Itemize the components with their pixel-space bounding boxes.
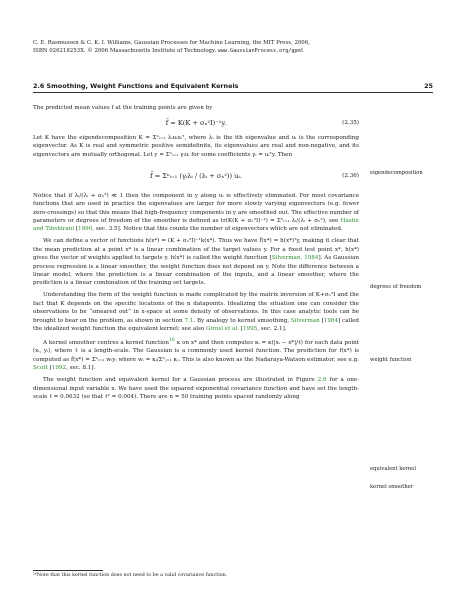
paragraph-1: The predicted mean values f at the training points are given by bbox=[33, 105, 213, 111]
section-ref-7-1[interactable]: 7.1 bbox=[184, 317, 194, 324]
citation-year[interactable]: 1984 bbox=[323, 317, 339, 324]
paragraph-6-text: , sec. 8.1]. bbox=[66, 365, 96, 372]
paragraph-6 bbox=[33, 337, 359, 372]
paragraph-7 bbox=[33, 376, 359, 401]
citation-scott[interactable]: Scott bbox=[33, 365, 48, 372]
margin-note-weight-function: weight function bbox=[370, 357, 412, 363]
paragraph-5-text: [ bbox=[319, 317, 324, 324]
copyright-isbn: ISBN 026218253X. © 2006 Massachusetts Institute of Technology. bbox=[33, 47, 218, 54]
citation-hastie-tibshirani[interactable]: Hastie and Tibshirani bbox=[33, 218, 359, 233]
copyright-line-2 bbox=[33, 48, 433, 56]
paragraph-6-text: A kernel smoother centres a kernel function bbox=[43, 339, 169, 346]
footnote-marker[interactable]: 16 bbox=[168, 338, 175, 344]
paragraph-6-text: κ on x* and then computes κᵢ = κ(|xᵢ − x*|/ℓ) for each data point (xᵢ, yᵢ), where ℓ is a length-scale. The Gaussian is a commonly used kernel function. The prediction for f(x*) is computed as f̂(x*) = Σⁿᵢ₌₁ wᵢyᵢ where wᵢ = κᵢ/Σⁿⱼ₌₁ κⱼ. This is also known as the Nadaraya-Watson estimator, see e.g. bbox=[33, 339, 359, 363]
paragraph-7-text: for a one-dimensional input variable x. We have used the squared exponential covariance function and have set the length-scale ℓ = 0.0632 (so that ℓ² = 0.004). There are n = 50 training points spaced randomly along bbox=[33, 377, 359, 400]
margin-note-eigendecomposition: eigendecomposition bbox=[370, 170, 423, 176]
paragraph-3-text: , sec. 3.5]. Notice that this counts the number of eigenvectors which are not eliminated. bbox=[92, 226, 343, 233]
equation-2-36-number: (2.36) bbox=[342, 172, 359, 179]
paragraph-4 bbox=[33, 237, 359, 287]
section-title: 2.6 Smoothing, Weight Functions and Equivalent Kernels bbox=[33, 82, 239, 90]
paragraph-3 bbox=[33, 192, 359, 234]
citation-girosi[interactable]: Girosi et al. bbox=[206, 326, 240, 333]
equation-2-35 bbox=[33, 116, 359, 131]
paragraph-3-text: Notice that if λᵢ/(λᵢ + σₙ²) ≪ 1 then the component in y along uᵢ is effectively eliminated. For most covariance functions that are used in practice the eigenvalues are larger for more slowly varying eigenvectors (e.g. fewer zero-crossings) so that this means that high-frequency components in y are smoothed out. The effective number of parameters or degrees of freedom of the smoother is defined as tr(K(K + σₙ²I)⁻¹) = Σⁿᵢ₌₁ λᵢ/(λᵢ + σₙ²), see bbox=[33, 192, 359, 225]
citation-year[interactable]: 1990 bbox=[78, 226, 93, 233]
figure-ref-2-6[interactable]: 2.6 bbox=[317, 377, 327, 384]
paragraph-4-text: ]. As Gaussian process regression is a linear smoother, the weight function does not depend on y. Note the difference between a linear model, where the prediction is a linear combination of the inputs, and a linear smoother, where the prediction is a linear combination of the training set targets. bbox=[33, 255, 360, 287]
margin-note-kernel-smoother: kernel smoother bbox=[370, 484, 414, 490]
equation-2-36-body: f̄ = Σⁿᵢ₌₁ (γᵢλᵢ / (λᵢ + σₙ²)) uᵢ. bbox=[150, 171, 242, 180]
paragraph-5 bbox=[33, 291, 359, 333]
margin-note-equivalent-kernel: equivalent kernel bbox=[370, 466, 416, 472]
main-text bbox=[33, 104, 359, 405]
paragraph-5-text: Understanding the form of the weight function is made complicated by the matrix inversion of K+σₙ²I and the fact that K depends on the specific locations of the n datapoints. Idealizing the situation one can consider the observations to be “smeared out” in x-space at some density of observations. In this case analytic tools can be brought to bear on the problem, as shown in section bbox=[33, 292, 359, 324]
copyright-url[interactable]: www.GaussianProcess.org/gpml bbox=[217, 47, 304, 54]
footnote-16: ¹⁶Note that this kernel function does not need to be a valid covariance function. bbox=[33, 573, 228, 578]
footnote-rule bbox=[33, 570, 103, 571]
paragraph-7-text: The weight function and equivalent kernel for a Gaussian process are illustrated in Figure bbox=[43, 377, 318, 384]
paragraph-5-text: , sec. 2.1]. bbox=[257, 326, 287, 333]
paragraph-5-text: . By analogy to kernel smoothing, bbox=[193, 317, 291, 324]
equation-2-36 bbox=[33, 163, 359, 189]
equation-2-35-body: f̄ = K(K + σₙ²I)⁻¹y. bbox=[165, 119, 227, 127]
paragraph-5-text: [ bbox=[239, 326, 243, 333]
paragraph-5-text: ] called the idealized weight function the equivalent kernel; see also bbox=[33, 317, 359, 333]
page-number: 25 bbox=[424, 82, 433, 90]
copyright-line-1: C. E. Rasmussen & C. K. I. Williams, Gaussian Processes for Machine Learning, the MIT Press, 2006, bbox=[33, 40, 310, 46]
equation-2-35-number: (2.35) bbox=[342, 120, 359, 126]
paragraph-3-text: [ bbox=[74, 226, 79, 233]
copyright-notice bbox=[33, 40, 433, 55]
paragraph-2: Let K have the eigendecomposition K = Σⁿᵢ₌₁ λᵢuᵢuᵢᵀ, where λᵢ is the ith eigenvalue and uᵢ is the corresponding eigenvector. As K is real and symmetric positive semidefinite, its eigenvalues are real and non-negative, and its eigenvectors are mutually orthogonal. Let y = Σⁿᵢ₌₁ γᵢuᵢ for some coefficients γᵢ = uᵢᵀy. Then bbox=[33, 135, 359, 158]
citation-year[interactable]: 1992 bbox=[51, 365, 67, 372]
margin-note-degrees-of-freedom: degrees of freedom bbox=[370, 284, 422, 290]
citation-year[interactable]: 1995 bbox=[243, 326, 258, 333]
page-header bbox=[33, 82, 433, 93]
paragraph-4-text: We can define a vector of functions h(x*) = (K + σₙ²I)⁻¹k(x*). Thus we have f̄(x*) = h(x*)ᵀy, making it clear that the mean prediction at a point x* is a linear combination of the target values y. For a fixed test point x*, h(x*) gives the vector of weights applied to targets y. h(x*) is called the weight function [ bbox=[33, 238, 359, 262]
citation-silverman-1984[interactable]: Silverman, 1984 bbox=[271, 255, 319, 262]
paragraph-6-text: [ bbox=[47, 365, 52, 372]
citation-silverman[interactable]: Silverman bbox=[290, 317, 320, 324]
